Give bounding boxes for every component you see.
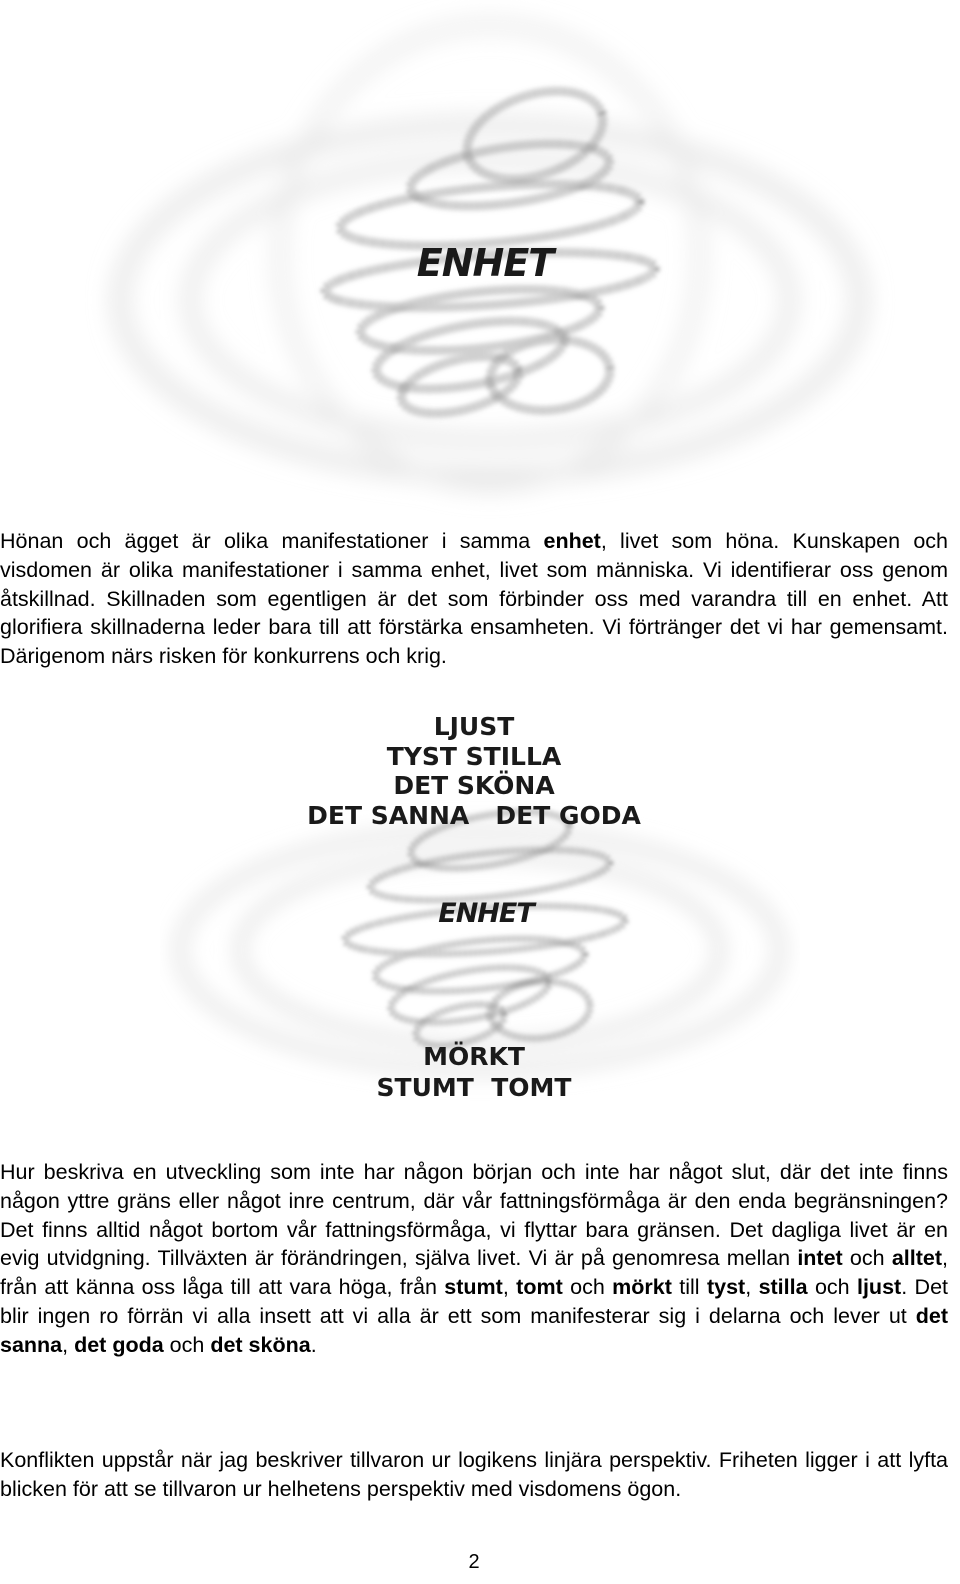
bold-term: enhet: [543, 529, 601, 553]
bold-term: alltet: [891, 1246, 943, 1271]
paragraph-1: Hönan och ägget är olika manifestationer i samma enhet, livet som höna. Kunskapen och visdomen är olika manifestationer i samma enhet, livet som människa. Vi identifierar oss genom åtskillnad. Skillnaden som egentligen är det som förbinder oss med varandra till en enhet. Att glorifiera skillnaderna leder bara till att förstärka ensamheten. Vi förtränger det vi har gemensamt. Därigenom närs risken för konkurrens och krig.: [0, 529, 948, 669]
bold-term: stumt: [444, 1275, 503, 1300]
label-tyst-stilla: TYST STILLA: [386, 742, 562, 771]
paragraph-2: Hur beskriva en utveckling som inte har någon början och inte har något slut, där det inte finns någon yttre gräns eller något inre centrum, där vår fattningsförmåga är den enda begränsningen? Det finns alltid något bortom vår fattningsförmåga, vi flyttar bara gränsen. Det dagliga livet är en evig utvidgning. Tillväxten är förändringen, själva livet. Vi är på genomresa mellan intet och alltet, från att känna oss låga till att vara höga, från stumt, tomt och mörkt till tyst, stilla och ljust. Det blir ingen ro förrän vi alla insett att vi alla är ett som manifesterar sig i delarna och lever ut det sanna, det goda och det sköna.: [0, 1160, 948, 1357]
top-labels: [307, 712, 641, 830]
enhet-spiral-figure: [80, 0, 900, 520]
bold-term: det goda: [74, 1332, 164, 1357]
figure2-center-label: ENHET: [438, 898, 534, 929]
bold-term: tyst: [706, 1275, 746, 1300]
label-det-skona: DET SKÖNA: [393, 771, 555, 800]
label-det-sanna-det-goda: DET SANNA DET GODA: [307, 801, 641, 830]
bold-term: det sköna: [210, 1332, 311, 1357]
bold-term: tomt: [516, 1275, 563, 1300]
bold-term: det sanna: [0, 1303, 948, 1357]
light-dark-spiral-figure: [160, 690, 800, 1140]
bold-term: stilla: [758, 1275, 808, 1300]
label-ljust: LJUST: [433, 712, 515, 741]
page-number: 2: [468, 1551, 480, 1573]
label-stumt-tomt: STUMT TOMT: [376, 1073, 572, 1102]
bold-term: ljust: [856, 1275, 902, 1300]
label-morkt: MÖRKT: [423, 1042, 525, 1071]
paragraph-3: Konflikten uppstår när jag beskriver tillvaron ur logikens linjära perspektiv. Friheten ligger i att lyfta blicken för att se tillvaron ur helhetens perspektiv med visdomens ögon.: [0, 1448, 948, 1501]
figure1-label: ENHET: [416, 241, 554, 285]
bold-term: intet: [797, 1246, 843, 1271]
bold-term: mörkt: [612, 1275, 672, 1300]
